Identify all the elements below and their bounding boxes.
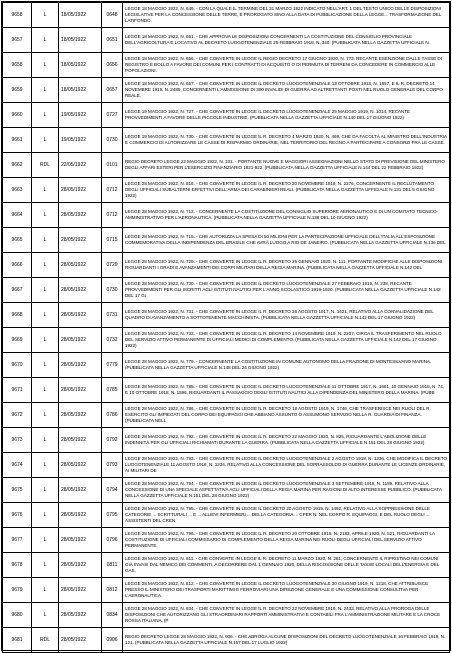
act-code: 0792 — [106, 436, 118, 443]
table-row — [3, 128, 450, 153]
act-type: L — [43, 186, 47, 193]
act-type: L — [43, 286, 47, 293]
act-code-cell — [102, 403, 123, 428]
act-description: LEGGE 28 MAGGIO 1922, N. 793. - CHE CONVERTE IN LEGGE IL DECRETO LUOGOTENENZIALE 2 AGOSTO 1918, N. 1236, CHE MODIFICA IL DECRETO LUOGOTENENZIALE 11 AGOSTO 1918, N. 1234, RELATIVO ALLA CONCESSIONE DEL SOPRASSOLDO DI GUERRA DURANTE LE LICENZE ORDINARIE, AI MILITARI DE — [125, 455, 447, 474]
act-type: RDL — [39, 636, 50, 643]
act-code: 0651 — [106, 36, 118, 43]
act-date: 28/05/1922 — [61, 336, 87, 343]
row-number: 9677 — [11, 536, 23, 543]
act-date: 28/05/1922 — [61, 386, 87, 393]
act-description-cell — [123, 328, 450, 353]
act-type-cell — [32, 203, 59, 228]
act-type: L — [43, 261, 47, 268]
table-row — [3, 428, 450, 453]
act-date: 18/05/1922 — [61, 36, 87, 43]
act-date: 22/05/1922 — [61, 161, 87, 168]
act-date-cell — [59, 278, 102, 303]
table-row — [3, 3, 450, 28]
row-number-cell — [3, 3, 32, 28]
act-code-cell — [102, 503, 123, 528]
act-code-cell — [102, 128, 123, 153]
act-description: LEGGE 28 MAGGIO 1922, N. 715. - CHE AUTORIZZA LA SPESA DI 50 MILIONI PER LA PARTECIPAZIONE UFFICIALE DELL'ITALIA ALL'ESPOSIZIONE COMMEMORATIVA DELLA INDIPENDENZA DEL BRASILE CHE AVRÀ LUOGO A RIO DE JANEIRO. (PUBBLICATA NELLA GAZZETTA UFFICIALE N.136 DEL — [125, 233, 446, 245]
act-type-cell — [32, 228, 59, 253]
row-number: 9657 — [11, 36, 23, 43]
act-description-cell — [123, 28, 450, 53]
table-row — [3, 278, 450, 303]
row-number-cell — [3, 303, 32, 328]
act-type-cell — [32, 128, 59, 153]
act-type-cell — [32, 503, 59, 528]
act-type-cell — [32, 578, 59, 603]
act-description: LEGGE 28 MAGGIO 1922, N. 812. - CHE CONVERTE IN LEGGE IL DECRETO LUOGOTENENZIALE 30 GIUGNO 1919, N. 1218, CHE ATTRIBUISCE PRESSO IL MINISTERO DEI TRASPORTI MARITTIMI E FERROVIARI UNA DIREZIONE GENERALE E UNA COMMISSIONE CONSULTIVA PER L'AERONAUTICA. — [125, 580, 429, 599]
table-row — [3, 53, 450, 78]
act-date-cell — [59, 628, 102, 653]
act-date: 28/05/1922 — [61, 411, 87, 418]
act-type: L — [43, 86, 47, 93]
act-date-cell — [59, 3, 102, 28]
row-number: 9658 — [11, 61, 23, 68]
row-number: 9676 — [11, 511, 23, 518]
act-type-cell — [32, 478, 59, 503]
act-code-cell — [102, 78, 123, 103]
act-code: 0811 — [106, 561, 118, 568]
act-description-cell — [123, 278, 450, 303]
act-description: LEGGE 28 MAGGIO 1922, N. 794. - CHE CONVERTE IN LEGGE IL DECRETO LUOGOTENENZIALE 3 SETTEMBRE 1918, N. 1189, RELATIVO ALLA CONCESSIONE DI UNA SPECIALE ASPETTATIVA AGLI UFFICIALI DELLA REGIA MARINA PER RAGIONI DI ALTO INTERESSE PUBBLICO. (PUBBLICATA NELLA GAZZETTA UFFICIALE N.151 DEL 28 GIUGNO 1922) — [125, 480, 442, 499]
act-type-cell — [32, 253, 59, 278]
act-type: L — [43, 361, 47, 368]
act-code-cell — [102, 153, 123, 178]
act-code: 0727 — [106, 111, 118, 118]
act-date: 28/05/1922 — [61, 486, 87, 493]
act-date: 28/05/1922 — [61, 636, 87, 643]
act-code-cell — [102, 3, 123, 28]
row-number: 9679 — [11, 586, 23, 593]
row-number: 9665 — [11, 236, 23, 243]
act-description-cell — [123, 3, 450, 28]
act-description: LEGGE 18 MAGGIO 1922, N. 657. - CHE CONVERTE IN LEGGE IL DECRETO LUOGOTENENZIALE 13 OTTOBRE 1918, N. 1657, E IL R. DECRETO 14 NOVEMBRE 1919, N. 2489, CONCERNENTI L'AMMISSIONE DI 300 INVALIDI DI GUERRA AD ALTRETTANTI POSTI NEL RUOLO GENERALE DEL CORPO REALE. — [125, 80, 443, 99]
act-code: 0812 — [106, 586, 118, 593]
act-date: 18/05/1922 — [61, 61, 87, 68]
row-number-cell — [3, 53, 32, 78]
act-description: LEGGE 28 MAGGIO 1922, N. 816. - CHE CONVERTE IN LEGGE IL R. DECRETO 20 NOVEMBRE 1919, N. 2276, CONCERNENTE IL RECLUTAMENTO DEGLI UFFICIALI SUBALTERNI EFFETTIVI DELL'ARMA DEI CARABINIERI REALI. (PUBBLICATA NELLA GAZZETTA UFFICIALE N.131 DEL 5 GIUGNO 1922) — [125, 180, 435, 199]
act-date-cell — [59, 103, 102, 128]
act-date-cell — [59, 153, 102, 178]
act-description-cell — [123, 553, 450, 578]
act-code: 0729 — [106, 261, 118, 268]
row-number: 9680 — [11, 611, 23, 618]
act-code-cell — [102, 203, 123, 228]
row-number-cell — [3, 328, 32, 353]
act-code-cell — [102, 428, 123, 453]
act-date-cell — [59, 353, 102, 378]
act-description: LEGGE 28 MAGGIO 1922, N. 779. - CONCERNENTE LA COSTITUZIONE IN COMUNE AUTONOMO DELLA FRAZIONE DI MONTESILVANO MARINA. (PUBBLICATA NELLA GAZZETTA UFFICIALE N.148 DEL 24 GIUGNO 1922) — [125, 358, 432, 370]
table-row — [3, 228, 450, 253]
act-type: L — [43, 311, 47, 318]
act-type: L — [43, 411, 47, 418]
row-number: 9666 — [11, 261, 23, 268]
act-date-cell — [59, 478, 102, 503]
act-description: LEGGE 28 MAGGIO 1922, N. 731. - CHE CONVERTE IN LEGGE IL R. DECRETO 26 AGOSTO 1917, N. 1421, RELATIVO ALLA CONVALIDAZIONE DEL QUADRO DI AVANZAMENTO A SOTTOTENENTE MACCHINISTA. (PUBBLICATA NELLA GAZZETTA UFFICIALE N.142 DEL 17 GIUGNO 1922) — [125, 308, 434, 320]
act-type: L — [43, 436, 47, 443]
act-description: REGIO DECRETO LEGGE 22 MAGGIO 1922, N. 101. - PORTANTE NUOVE E MAGGIORI ASSEGNAZIONI NELLO STATO DI PREVISIONE DEL MINISTERO DEGLI AFFARI ESTERI PER L'ESERCIZIO FINANZIARIO 1921-922. (PUBBLICATA NELLA GAZZETTA UFFICIALE N.144 DEL 22 FEBBRAIO 1922) — [125, 158, 445, 170]
act-description: LEGGE 28 MAGGIO 1922, N. 729. - CHE CONVERTE IN LEGGE IL R. DECRETO 25 GENNAIO 1920, N. 111, PORTANTE MODIFICHE ALLE DISPOSIZIONI RIGUARDANTI I GRADI E AVANZAMENTI DEI CORPI MILITARI DELLA REGIA MARINA. (PUBBLICATA NELLA GAZZETTA UFFICIALE N.142 DEL — [125, 258, 443, 270]
act-type-cell — [32, 453, 59, 478]
act-code-cell — [102, 478, 123, 503]
act-date: 28/05/1922 — [61, 236, 87, 243]
row-number-cell — [3, 603, 32, 628]
row-number: 9660 — [11, 111, 23, 118]
table-row — [3, 578, 450, 603]
act-date: 28/05/1922 — [61, 511, 87, 518]
act-description-cell — [123, 478, 450, 503]
act-date: 28/05/1922 — [61, 586, 87, 593]
act-code-cell — [102, 628, 123, 653]
act-date-cell — [59, 553, 102, 578]
act-date: 28/05/1922 — [61, 561, 87, 568]
act-type: L — [43, 586, 47, 593]
row-number-cell — [3, 178, 32, 203]
table-row — [3, 628, 450, 653]
row-number: 9663 — [11, 186, 23, 193]
act-date-cell — [59, 453, 102, 478]
table-row — [3, 303, 450, 328]
act-type-cell — [32, 403, 59, 428]
act-description: LEGGE 18 MAGGIO 1922, N. 656. - CHE CONVERTE IN LEGGE IL REGIO DECRETO 17 GIUGNO 1920, N. 773, RECANTE ESENZIONE DALLE TASSE DI REGISTRO E BOLLO A FAVORE DEI COMUNI PER I CONTRATTI DI ACQUISTO O DI PERMUTA DI TERRENI DA CONCEDERE IN COMMERCIO ALLE POPOLAZIONI. — [125, 55, 442, 74]
act-date: 18/05/1922 — [61, 11, 87, 18]
act-type: L — [43, 486, 47, 493]
row-number: 9664 — [11, 211, 23, 218]
table-row — [3, 553, 450, 578]
act-description: LEGGE 28 MAGGIO 1922, N. 732. - CHE CONVERTE IN LEGGE IL R. DECRETO 14 NOVEMBRE 1919, N. 2207, CIRCA IL TRASFERIMENTO NEL RUOLO DEL SERVIZIO ATTIVO PERMANENTE DI UFFICIALI MEDICI DI COMPLEMENTO. (PUBBLICATA NELLA GAZZETTA UFFICIALE N.142 DEL 17 GIUGNO 1922) — [125, 330, 442, 349]
act-date: 28/05/1922 — [61, 311, 87, 318]
legislation-table — [2, 2, 450, 653]
table-row — [3, 353, 450, 378]
act-code: 0712 — [106, 186, 118, 193]
act-code: 0712 — [106, 211, 118, 218]
table-row — [3, 403, 450, 428]
table-row — [3, 78, 450, 103]
act-code: 0730 — [106, 136, 118, 143]
row-number-cell — [3, 103, 32, 128]
act-description-cell — [123, 78, 450, 103]
act-type-cell — [32, 278, 59, 303]
row-number-cell — [3, 528, 32, 553]
row-number-cell — [3, 453, 32, 478]
act-description-cell — [123, 53, 450, 78]
table-row — [3, 453, 450, 478]
act-code: 0794 — [106, 486, 118, 493]
row-number-cell — [3, 203, 32, 228]
act-description-cell — [123, 228, 450, 253]
act-date: 28/05/1922 — [61, 186, 87, 193]
act-code-cell — [102, 378, 123, 403]
act-date: 28/05/1922 — [61, 611, 87, 618]
act-description-cell — [123, 203, 450, 228]
act-date: 18/05/1922 — [61, 86, 87, 93]
act-description-cell — [123, 528, 450, 553]
act-code: 0731 — [106, 311, 118, 318]
act-type-cell — [32, 528, 59, 553]
act-code: 0779 — [106, 361, 118, 368]
act-type-cell — [32, 603, 59, 628]
table-row — [3, 28, 450, 53]
act-type: L — [43, 61, 47, 68]
row-number: 9675 — [11, 486, 23, 493]
act-description-cell — [123, 103, 450, 128]
act-type: L — [43, 386, 47, 393]
act-code-cell — [102, 178, 123, 203]
act-code: 0785 — [106, 386, 118, 393]
row-number-cell — [3, 378, 32, 403]
act-date-cell — [59, 578, 102, 603]
act-code: 0715 — [106, 236, 118, 243]
table-row — [3, 253, 450, 278]
act-date: 28/05/1922 — [61, 461, 87, 468]
act-code-cell — [102, 578, 123, 603]
act-description-cell — [123, 578, 450, 603]
table-row — [3, 603, 450, 628]
row-number: 9659 — [11, 86, 23, 93]
act-description: LEGGE 28 MAGGIO 1922, N. 834. - CHE CONVERTE IN LEGGE IL R. DECRETO 22 NOVEMBRE 1919, N. 2433, RELATIVO ALLA PROROGA DELLE DISPOSIZIONI CHE AUTORIZZANO GLI STRAORDINARI RAPPORTI AMMINISTRATIVI E CONTABILI FRA L'AMMINISTRAZIONE MILITARE E LA CROCE ROSSA ITALIANA. (P — [125, 605, 441, 624]
row-number: 9667 — [11, 286, 23, 293]
act-type-cell — [32, 28, 59, 53]
act-description-cell — [123, 503, 450, 528]
act-type-cell — [32, 53, 59, 78]
act-code: 0730 — [106, 286, 118, 293]
act-type: L — [43, 211, 47, 218]
act-code: 0834 — [106, 611, 118, 618]
act-type: L — [43, 536, 47, 543]
act-description-cell — [123, 253, 450, 278]
table-row — [3, 103, 450, 128]
act-date-cell — [59, 603, 102, 628]
act-code: 0657 — [106, 86, 118, 93]
act-date: 28/05/1922 — [61, 361, 87, 368]
act-type: L — [43, 36, 47, 43]
row-number: 9672 — [11, 411, 23, 418]
act-description-cell — [123, 353, 450, 378]
act-description-cell — [123, 453, 450, 478]
act-description: LEGGE 28 MAGGIO 1922, N. 730. - CHE CONVERTE IN LEGGE IL DECRETO LUOGOTENENZIALE 27 FEBBRAIO 1919, N. 238, RECANTE PROVVEDIMENTI PER GLI ISCRITTI AGLI ISTITUTI NAUTICI PER L'ANNO SCOLASTICO 1919-1920. (PUBBLICATA NELLA GAZZETTA UFFICIALE N.142 DEL 17 GI — [125, 280, 441, 299]
act-date: 19/05/1922 — [61, 111, 87, 118]
row-number: 9670 — [11, 361, 23, 368]
act-code-cell — [102, 103, 123, 128]
table-row — [3, 203, 450, 228]
row-number: 9669 — [11, 336, 23, 343]
act-date-cell — [59, 403, 102, 428]
act-description: LEGGE 28 MAGGIO 1922, N. 712. - CONCERNENTE LA COSTITUZIONE DEL CONSIGLIO SUPERIORE AERONAUTICO E DI UN COMITATO TECNICO-AMMINISTRATIVO PER L'AERONAUTICA. (PUBBLICATA NELLA GAZZETTA UFFICIALE N.138 DEL 10 GIUGNO 1922) — [125, 208, 439, 220]
act-type-cell — [32, 78, 59, 103]
act-code: 0648 — [106, 11, 118, 18]
act-date-cell — [59, 328, 102, 353]
act-type-cell — [32, 103, 59, 128]
act-type-cell — [32, 628, 59, 653]
row-number: 9674 — [11, 461, 23, 468]
act-date: 28/05/1922 — [61, 261, 87, 268]
act-code: 0732 — [106, 336, 118, 343]
act-type: L — [43, 11, 47, 18]
act-date-cell — [59, 428, 102, 453]
act-code-cell — [102, 53, 123, 78]
act-type-cell — [32, 153, 59, 178]
act-code: 0906 — [106, 636, 118, 643]
act-code-cell — [102, 553, 123, 578]
act-type: L — [43, 236, 47, 243]
act-code-cell — [102, 453, 123, 478]
act-code-cell — [102, 228, 123, 253]
act-code-cell — [102, 353, 123, 378]
act-date: 19/05/1922 — [61, 136, 87, 143]
act-type-cell — [32, 303, 59, 328]
act-code-cell — [102, 28, 123, 53]
act-description-cell — [123, 153, 450, 178]
act-date-cell — [59, 178, 102, 203]
act-type: L — [43, 511, 47, 518]
row-number-cell — [3, 128, 32, 153]
act-description: LEGGE 18 MAGGIO 1922, N. 651. - CHE APPROVA LE DISPOSIZIONI CONCERNENTI LA COSTITUZIONE DEL CONSIGLIO PROVINCIALE DELL'AGRICOLTURA E LOCATIVO AL DECRETO LUOGOTENENZIALE 25 FEBBRAIO 1918, N. 340. (PUBBLICATA NELLA GAZZETTA UFFICIALE N. — [125, 33, 430, 45]
act-type: L — [43, 461, 47, 468]
act-type: L — [43, 136, 47, 143]
row-number-cell — [3, 578, 32, 603]
act-code: 0793 — [106, 461, 118, 468]
act-date-cell — [59, 78, 102, 103]
act-date-cell — [59, 203, 102, 228]
act-description-cell — [123, 628, 450, 653]
register-sheet — [1, 1, 451, 651]
row-number-cell — [3, 353, 32, 378]
table-row — [3, 328, 450, 353]
act-date-cell — [59, 503, 102, 528]
act-type: L — [43, 111, 47, 118]
act-code-cell — [102, 278, 123, 303]
table-row — [3, 528, 450, 553]
act-code-cell — [102, 603, 123, 628]
row-number-cell — [3, 28, 32, 53]
act-date: 28/05/1922 — [61, 211, 87, 218]
act-code: 0101 — [106, 161, 118, 168]
row-number: 9678 — [11, 561, 23, 568]
row-number: 9673 — [11, 436, 23, 443]
act-type-cell — [32, 3, 59, 28]
act-type-cell — [32, 328, 59, 353]
row-number-cell — [3, 628, 32, 653]
act-description-cell — [123, 403, 450, 428]
act-date-cell — [59, 528, 102, 553]
act-description: LEGGE 28 MAGGIO 1922, N. 796. - CHE CONVERTE IN LEGGE IL R. DECRETO 20 OTTOBRE 1919, N. 2183, APRILE 1920, N. 521, RIGUARDANTI LA COSTITUZIONE DI UFFICIALI COMMISSARIO DI COMPLEMENTO DELLA REGIA MARINA NEI RUOLI DEGLI UFFICIALI DEL SERVIZIO ATTIVO PERMANENTE. — [125, 530, 435, 549]
row-number: 9658 — [11, 11, 23, 18]
row-number: 9681 — [11, 636, 23, 643]
row-number-cell — [3, 78, 32, 103]
table-row — [3, 503, 450, 528]
row-number-cell — [3, 228, 32, 253]
row-number: 9668 — [11, 311, 23, 318]
act-code-cell — [102, 253, 123, 278]
row-number-cell — [3, 478, 32, 503]
table-row — [3, 153, 450, 178]
row-number-cell — [3, 403, 32, 428]
act-description: LEGGE 19 MAGGIO 1922, N. 727. - CHE CONVERTE IN LEGGE IL DECRETO LUOGOTENENZIALE 25 MAGGIO 1919, N. 1014, RECANTE PROVVEDIMENTI A FAVORE DELLE PICCOLE INDUSTRIE. (PUBBLICATA NELLA GAZZETTA UFFICIALE N.140 DEL 17 GIUGNO 1922) — [125, 108, 411, 120]
act-description: LEGGE 19 MAGGIO 1922, N. 730. - CHE CONVERTE IN LEGGE IL R. DECRETO 4 MARZO 1920, N. 469, CHE DA FACOLTÀ AL MINISTRO DELL'INDUSTRIA E COMMERCIO DI AUTORIZZARE LE CASSE DI RISPARMIO ORDINARIE, NEL TERRITORIO DEL REGNO A PARTECIPARE A CONSORZI FRA LE CASSE. — [125, 133, 447, 145]
row-number-cell — [3, 278, 32, 303]
act-date-cell — [59, 228, 102, 253]
act-code: 0786 — [106, 411, 118, 418]
table-row — [3, 378, 450, 403]
row-number-cell — [3, 153, 32, 178]
row-number-cell — [3, 503, 32, 528]
act-date-cell — [59, 253, 102, 278]
row-number-cell — [3, 553, 32, 578]
act-type-cell — [32, 378, 59, 403]
act-code-cell — [102, 528, 123, 553]
row-number-cell — [3, 428, 32, 453]
act-description-cell — [123, 603, 450, 628]
act-code-cell — [102, 328, 123, 353]
act-description-cell — [123, 303, 450, 328]
act-code: 0796 — [106, 536, 118, 543]
act-type-cell — [32, 178, 59, 203]
act-description: LEGGE 28 MAGGIO 1922, N. 785. - CHE CONVERTE IN LEGGE IL DECRETO LUOGOTENENZIALE 11 OTTOBRE 1917, N. 1661, 10 GENNAIO 1918, N. 74, E 10 OTTOBRE 1918, N. 1596, RIGUARDANTI IL PASSAGGIO DEGLI ISTITUTI NAUTICI ALLA DIPENDENZA DEL MINISTERO DELLA MARINA. (PUBB — [125, 383, 445, 395]
act-type: RDL — [39, 161, 50, 168]
act-date: 28/05/1922 — [61, 536, 87, 543]
act-date-cell — [59, 303, 102, 328]
act-description: LEGGE 18 MAGGIO 1922, N. 649. - CON LA QUALE IL TERMINE DEL 31 MARZO 1922 INDICATO NELL'ART. 1 DEL TESTO UNICO DELLE DISPOSIZIONI LEGISLATIVE PER LA CONCESSIONE DELLE TERRE, È PROROGATO SINO ALLA DATA DI PUBBLICAZIONE DELLA LEGGE... TRASFORMAZIONE DEL LATIFONDO. — [125, 5, 442, 24]
act-type-cell — [32, 428, 59, 453]
act-date-cell — [59, 28, 102, 53]
act-description: REGIO DECRETO LEGGE 28 MAGGIO 1922, N. 906. - CHE ABROGA ALCUNE DISPOSIZIONI DEL DECRETO LUOGOTENENZIALE 16 FEBBRAIO 1919, N. 121. (PUBBLICATA NELLA GAZZETTA UFFICIALE N.167 DEL 17 LUGLIO 1922) — [125, 633, 446, 645]
act-description: LEGGE 28 MAGGIO 1922, N. 792. - CHE CONVERTE IN LEGGE IL R. DECRETO 22 MAGGIO 1920, N. 825, RIGUARDANTE L'ABOLIZIONE DELLE INDENNITÀ PER GLI UFFICIALI RICHIAMATI DURANTE LA GUERRA. (PUBBLICATA NELLA GAZZETTA UFFICIALE N.151 DEL 28 GIUGNO 1922) — [125, 433, 427, 445]
act-description-cell — [123, 128, 450, 153]
act-description: LEGGE 28 MAGGIO 1922, N. 811. - CHE CONVERTE IN LEGGE IL R. DECRETO 11 MARZO 1920, N. 281, CONCERNENTE IL RIPRISTINO NEI COMUNI GIÀ INVASI DAL NEMICO DEI COMMENTI, A DECORRERE DAL 1 GENNAIO 1920, DELLA RISCOSSIONE DELLE TASSE LOCALI DELL'ENERGIA E DEL GAS. — [125, 555, 440, 574]
act-type: L — [43, 611, 47, 618]
act-date: 28/05/1922 — [61, 436, 87, 443]
row-number: 9662 — [11, 161, 23, 168]
act-code: 0656 — [106, 61, 118, 68]
act-code: 0795 — [106, 511, 118, 518]
act-description: LEGGE 28 MAGGIO 1922, N. 795. - CHE CONVERTE IN LEGGE IL DECRETO 20 AGOSTO 1919, N. 1492, RELATIVO ALLA SOPPRESSIONE DELLE CATEGORIE ... SCRITTURALI ... E ... ALLIEVI INFERMIERI ... DELLA CATEGORIA ... CPER N. NEL CORPO R. EQUIPAGGI, E DEL RUOLO DEGLI ... ASSISTENTI DEL CREN — [125, 505, 430, 524]
table-row — [3, 478, 450, 503]
act-description-cell — [123, 428, 450, 453]
act-description-cell — [123, 178, 450, 203]
act-type: L — [43, 561, 47, 568]
act-date-cell — [59, 378, 102, 403]
act-type-cell — [32, 553, 59, 578]
act-date-cell — [59, 53, 102, 78]
table-row — [3, 178, 450, 203]
act-code-cell — [102, 303, 123, 328]
act-type-cell — [32, 353, 59, 378]
act-type: L — [43, 336, 47, 343]
act-description-cell — [123, 378, 450, 403]
act-description: LEGGE 28 MAGGIO 1922, N. 786. - CHE CONVERTE IN LEGGE IL R. DECRETO 18 AGOSTO 1919, N. 1746, CHE TRASFERISCE NEI RUOLI DEL R. ESERCITO GLI IMPIEGATI DEL CORPO DEI EQUIPAGGI CHE ABBIANO ASSUNTO O ASSUMONO SERVIZIO NELLA R. GUARDIA DI FINANZA. (PUBBLICATA NELL — [125, 405, 431, 424]
act-date: 28/05/1922 — [61, 286, 87, 293]
row-number-cell — [3, 253, 32, 278]
row-number: 9671 — [11, 386, 23, 393]
act-date-cell — [59, 128, 102, 153]
row-number: 9661 — [11, 136, 23, 143]
